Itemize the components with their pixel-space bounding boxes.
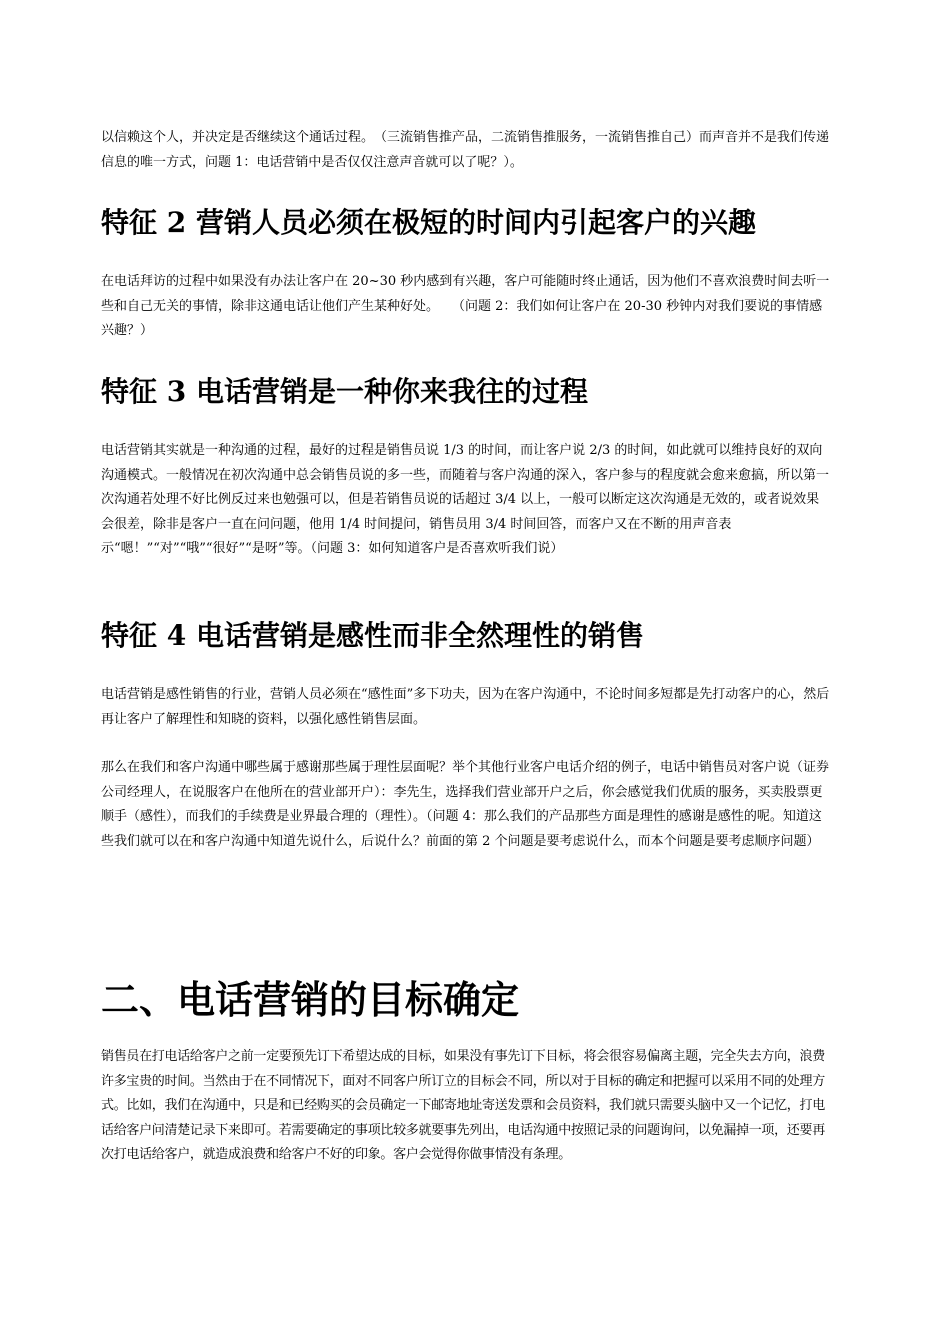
paragraph-feature-3: 电话营销其实就是一种沟通的过程，最好的过程是销售员说 1/3 的时间，而让客户说 2/3 的时间，如此就可以维持良好的双向沟通模式。一般情况在初次沟通中总会销售员说的多一些，而随着与客户沟通的深入，客户参与的程度就会愈来愈搞，所以第一次沟通若处理不好比例反过来也勉强可以，但是若销售员说的话超过 3/4 以上，一般可以断定这次沟通是无效的，或者说效果会很差，除非是客户一直在问问题，他用 1/4 时间提问，销售员用 3/4 时间回答，而客户又在不断的用声音表示“嗯！”“对”“哦”“很好”“是呀”等。（问题 3：如何知道客户是否喜欢听我们说） (101, 443, 830, 556)
heading-feature-3: 特征 3 电话营销是一种你来我往的过程 (101, 375, 588, 408)
paragraph-intro: 以信赖这个人，并决定是否继续这个通话过程。 （三流销售推产品，二流销售推服务，一流销售推自己）而声音并不是我们传递信息的唯一方式，问题 1：电话营销中是否仅仅注意声音就可以了呢？）。 (101, 130, 830, 170)
paragraph-section-2: 销售员在打电话给客户之前一定要预先订下希望达成的目标，如果没有事先订下目标，将会很容易偏离主题，完全失去方向，浪费许多宝贵的时间。当然由于在不同情况下，面对不同客户所订立的目标会不同，所以对于目标的确定和把握可以采用不同的处理方式。比如，我们在沟通中，只是和已经购买的会员确定一下邮寄地址寄送发票和会员资料，我们就只需要头脑中又一个记忆，打电话给客户问清楚记录下来即可。若需要确定的事项比较多就要事先列出，电话沟通中按照记录的问题询问，以免漏掉一项，还要再次打电话给客户，就造成浪费和给客户不好的印象。客户会觉得你做事情没有条理。 (101, 1049, 825, 1162)
heading-feature-4: 特征 4 电话营销是感性而非全然理性的销售 (101, 619, 644, 652)
heading-section-2: 二、电话营销的目标确定 (101, 977, 520, 1022)
paragraph-feature-4b: 那么在我们和客户沟通中哪些属于感谢那些属于理性层面呢？举个其他行业客户电话介绍的例子，电话中销售员对客户说（证券公司经理人，在说服客户在他所在的营业部开户）：李先生，选择我们营业部开户之后，你会感觉我们优质的服务，买卖股票更顺手（感性），而我们的手续费是业界最合理的（理性）。（问题 4：那么我们的产品那些方面是理性的感谢是感性的呢。知道这些我们就可以在和客户沟通中知道先说什么，后说什么？前面的第 2 个问题是要考虑说什么，而本个问题是要考虑顺序问题） (101, 760, 830, 849)
paragraph-feature-2: 在电话拜访的过程中如果没有办法让客户在 20~30 秒内感到有兴趣，客户可能随时终止通话，因为他们不喜欢浪费时间去听一些和自己无关的事情，除非这通电话让他们产生某种好处。 （问题 2：我们如何让客户在 20-30 秒钟内对我们要说的事情感兴趣？） (101, 274, 830, 338)
heading-feature-2: 特征 2 营销人员必须在极短的时间内引起客户的兴趣 (101, 206, 756, 239)
paragraph-feature-4a: 电话营销是感性销售的行业，营销人员必须在“感性面”多下功夫，因为在客户沟通中，不论时间多短都是先打动客户的心，然后再让客户了解理性和知晓的资料，以强化感性销售层面。 (101, 687, 830, 727)
